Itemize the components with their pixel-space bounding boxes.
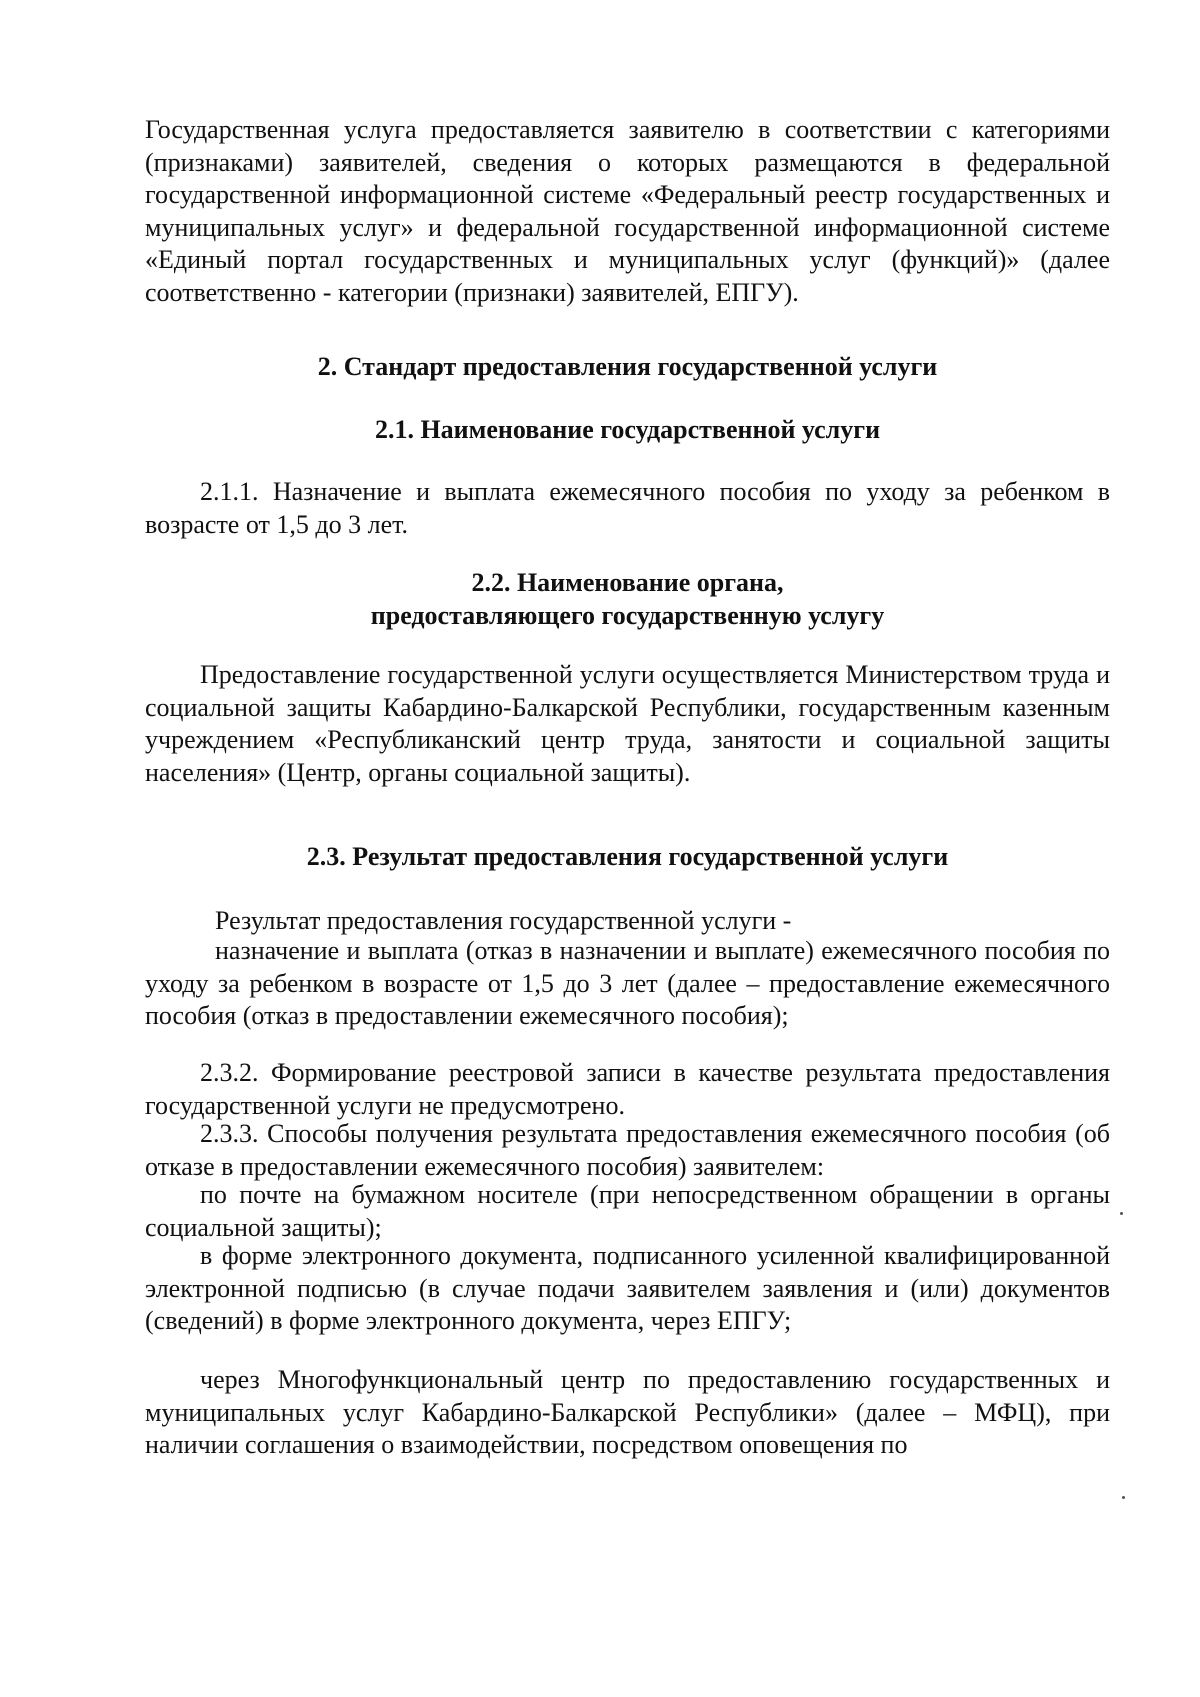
section-2-2-title-line2: предоставляющего государственную услугу: [370, 600, 885, 630]
section-2-3-title: 2.3. Результат предоставления государственной услуги: [306, 842, 949, 871]
section-2-heading: [145, 351, 1110, 384]
paragraph-2-1-1: [145, 476, 1110, 541]
paragraph-2-3-intro: [145, 905, 1110, 938]
paragraph-2-3-result: [145, 935, 1110, 1033]
paragraph-2-3-2-text: 2.3.2. Формирование реестровой записи в качестве результата предоставления государственной услуги не предусмотрено.: [145, 1058, 1110, 1120]
paragraph-2-1-1-text: 2.1.1. Назначение и выплата ежемесячного пособия по уходу за ребенком в возрасте от 1,5 до 3 лет.: [145, 477, 1110, 539]
paragraph-2-3-intro-text: Результат предоставления государственной услуги -: [215, 906, 792, 935]
section-2-3-heading: [145, 841, 1110, 874]
paragraph-2-3-2: [145, 1057, 1110, 1122]
section-2-2-title-line1: 2.2. Наименование органа,: [471, 568, 784, 597]
paragraph-electronic-text: в форме электронного документа, подписанного усиленной квалифицированной электронной подписью (в случае подачи заявителем заявления и (или) документов (сведений) в форме электронного документа, через ЕПГУ;: [145, 1241, 1110, 1335]
paragraph-2-3-result-text: назначение и выплата (отказ в назначении и выплате) ежемесячного пособия по уходу за ребенком в возрасте от 1,5 до 3 лет (далее – предоставление ежемесячного пособия (отказ в предоставлении ежемесячного пособия);: [145, 936, 1110, 1030]
section-2-1-title: 2.1. Наименование государственной услуги: [374, 415, 881, 444]
scan-speck: [1120, 1212, 1123, 1215]
paragraph-mfc: [145, 1364, 1110, 1462]
paragraph-mfc-text: через Многофункциональный центр по предоставлению государственных и муниципальных услуг Кабардино-Балкарской Республики» (далее – МФЦ), при наличии соглашения о взаимодействии, посредством оповещения по: [145, 1365, 1110, 1459]
section-2-title: 2. Стандарт предоставления государственной услуги: [317, 352, 938, 381]
scan-speck: [1122, 1496, 1125, 1499]
paragraph-mail-text: по почте на бумажном носителе (при непосредственном обращении в органы социальной защиты);: [145, 1180, 1110, 1242]
intro-paragraph: [145, 114, 1110, 309]
paragraph-electronic: [145, 1240, 1110, 1338]
paragraph-2-3-3-text: 2.3.3. Способы получения результата предоставления ежемесячного пособия (об отказе в предоставлении ежемесячного пособия) заявителем:: [145, 1119, 1110, 1181]
paragraph-mail: [145, 1179, 1110, 1244]
intro-text: Государственная услуга предоставляется заявителю в соответствии с категориями (признаками) заявителей, сведения о которых размещаются в федеральной государственной информационной системе «Федеральный реестр государственных и муниципальных услуг» и федеральной государственной информационной системе «Единый портал государственных и муниципальных услуг (функций)» (далее соответственно - категории (признаки) заявителей, ЕПГУ).: [145, 115, 1110, 307]
paragraph-2-3-3: [145, 1118, 1110, 1183]
section-2-2-heading: [145, 567, 1110, 632]
section-2-1-heading: [145, 414, 1110, 447]
paragraph-2-2-text: Предоставление государственной услуги осуществляется Министерством труда и социальной защиты Кабардино-Балкарской Республики, государственным казенным учреждением «Республиканский центр труда, занятости и социальной защиты населения» (Центр, органы социальной защиты).: [145, 660, 1110, 787]
paragraph-2-2: [145, 659, 1110, 789]
